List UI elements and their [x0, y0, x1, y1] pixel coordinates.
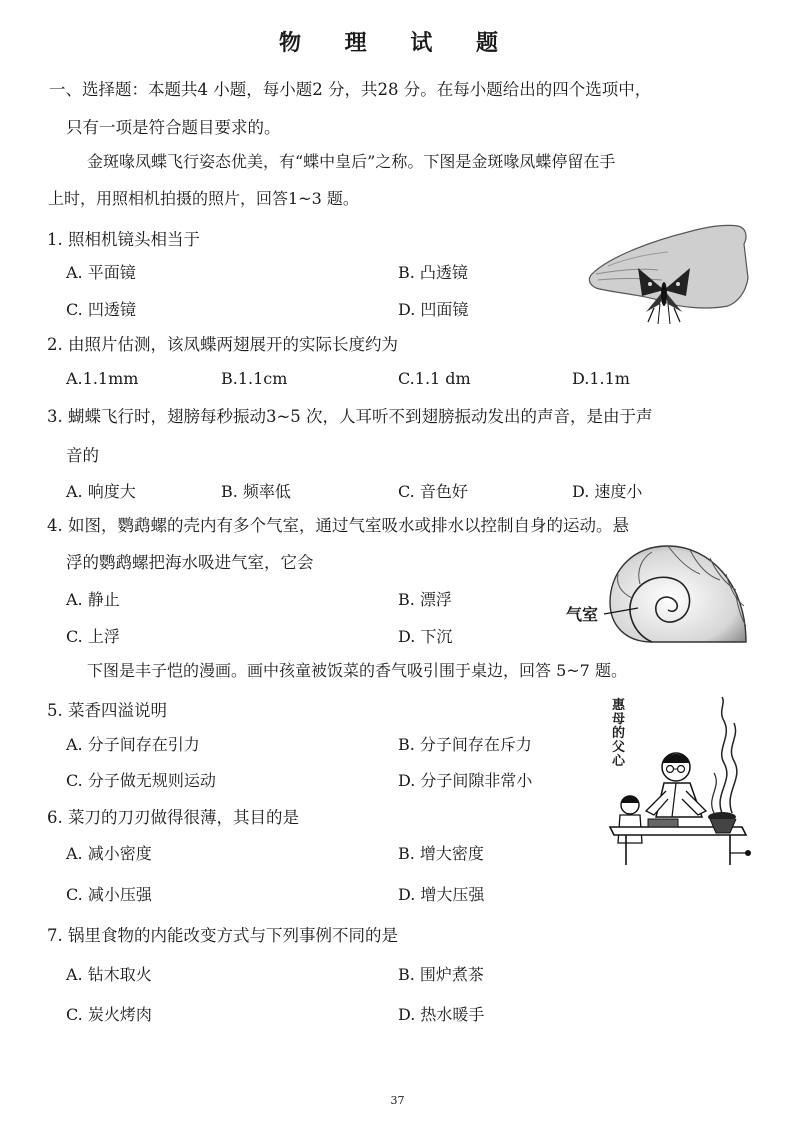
question-2-stem: 2. 由照片估测，该凤蝶两翅展开的实际长度约为 [47, 335, 398, 354]
question-5-option-d[interactable]: D. 分子间隙非常小 [398, 771, 533, 790]
cartoon-caption: 惠母的父心 [612, 698, 626, 769]
page-title: 物 理 试 题 [279, 30, 516, 56]
question-3-option-b[interactable]: B. 频率低 [221, 482, 291, 501]
butterfly-on-hand-photo [588, 218, 750, 330]
question-1-stem: 1. 照相机镜头相当于 [47, 230, 200, 249]
nautilus-shell-figure [560, 544, 748, 644]
question-2-option-a[interactable]: A.1.1mm [66, 369, 139, 388]
question-5-option-c[interactable]: C. 分子做无规则运动 [66, 771, 216, 790]
question-2-option-b[interactable]: B.1.1cm [221, 369, 288, 388]
intro-cartoon: 下图是丰子恺的漫画。画中孩童被饭菜的香气吸引围于桌边，回答 5~7 题。 [87, 661, 627, 680]
question-6-option-a[interactable]: A. 减小密度 [66, 844, 152, 863]
question-1-option-a[interactable]: A. 平面镜 [66, 263, 136, 282]
question-7-stem: 7. 锅里食物的内能改变方式与下列事例不同的是 [47, 926, 398, 945]
question-4-stem-line1: 4. 如图，鹦鹉螺的壳内有多个气室，通过气室吸水或排水以控制自身的运动。悬 [47, 516, 629, 535]
feng-zikai-cartoon [606, 693, 752, 871]
question-3-stem-line2: 音的 [66, 446, 99, 465]
question-6-option-d[interactable]: D. 增大压强 [398, 885, 485, 904]
question-3-option-a[interactable]: A. 响度大 [66, 482, 136, 501]
question-2-option-c[interactable]: C.1.1 dm [398, 369, 471, 388]
question-6-option-c[interactable]: C. 减小压强 [66, 885, 152, 904]
question-7-option-d[interactable]: D. 热水暖手 [398, 1005, 485, 1024]
question-7-option-b[interactable]: B. 围炉煮茶 [398, 965, 484, 984]
question-1-option-d[interactable]: D. 凹面镜 [398, 300, 469, 319]
question-4-option-c[interactable]: C. 上浮 [66, 627, 120, 646]
question-4-option-b[interactable]: B. 漂浮 [398, 590, 452, 609]
intro-butterfly-line2: 上时，用照相机拍摄的照片，回答1~3 题。 [48, 189, 359, 208]
question-3-stem-line1: 3. 蝴蝶飞行时，翅膀每秒振动3~5 次，人耳听不到翅膀振动发出的声音，是由于声 [47, 407, 653, 426]
question-4-stem-line2: 浮的鹦鹉螺把海水吸进气室，它会 [66, 553, 314, 572]
intro-butterfly-line1: 金斑喙凤蝶飞行姿态优美，有“蝶中皇后”之称。下图是金斑喙凤蝶停留在手 [87, 152, 616, 171]
question-1-option-b[interactable]: B. 凸透镜 [398, 263, 468, 282]
question-3-option-c[interactable]: C. 音色好 [398, 482, 468, 501]
page-number: 37 [390, 1094, 405, 1107]
question-6-stem: 6. 菜刀的刀刃做得很薄，其目的是 [47, 808, 299, 827]
question-6-option-b[interactable]: B. 增大密度 [398, 844, 484, 863]
question-5-option-a[interactable]: A. 分子间存在引力 [66, 735, 200, 754]
nautilus-chamber-label: 气室 [566, 605, 599, 624]
question-7-option-c[interactable]: C. 炭火烤肉 [66, 1005, 152, 1024]
section-heading-line2: 只有一项是符合题目要求的。 [66, 118, 281, 137]
question-1-option-c[interactable]: C. 凹透镜 [66, 300, 136, 319]
question-3-option-d[interactable]: D. 速度小 [572, 482, 643, 501]
question-7-option-a[interactable]: A. 钻木取火 [66, 965, 152, 984]
question-2-option-d[interactable]: D.1.1m [572, 369, 630, 388]
section-heading-line1: 一、选择题：本题共4 小题，每小题2 分，共28 分。在每小题给出的四个选项中， [49, 80, 652, 99]
question-4-option-a[interactable]: A. 静止 [66, 590, 120, 609]
question-5-stem: 5. 菜香四溢说明 [47, 701, 167, 720]
question-4-option-d[interactable]: D. 下沉 [398, 627, 453, 646]
question-5-option-b[interactable]: B. 分子间存在斥力 [398, 735, 532, 754]
